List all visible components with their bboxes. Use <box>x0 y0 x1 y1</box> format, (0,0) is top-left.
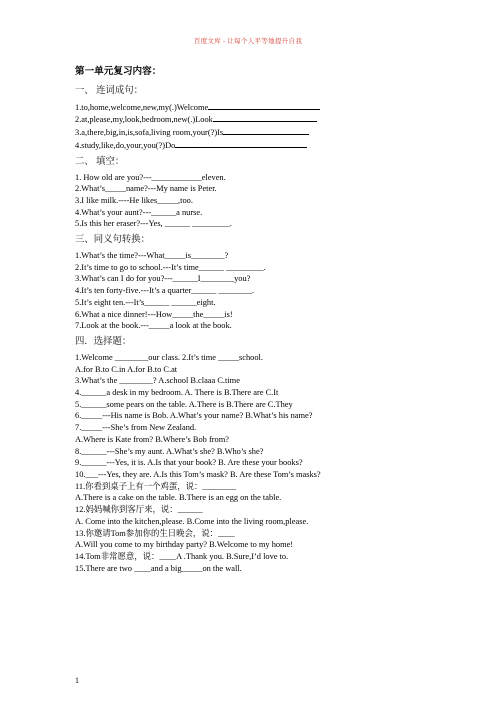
question-line <box>75 481 425 493</box>
question-text: 2.at,please,my,look,bedroom,new(.)Look <box>75 115 213 125</box>
question-text: 5.It’s eight ten.---It’s______ ______eight. <box>75 297 216 307</box>
question-line <box>75 126 425 139</box>
question-line <box>75 504 425 516</box>
section-heading: 三、同义句转换： <box>75 235 151 246</box>
question-text: 1.to,home,welcome,new,my(.)Welcome <box>75 102 209 112</box>
question-text: 2.It’s time to go to school.---It’s time______ _________. <box>75 262 266 272</box>
sections <box>75 85 425 575</box>
question-line <box>75 469 425 481</box>
question-line <box>75 139 425 152</box>
question-text: 3.What’s can I do for you?---______I________you? <box>75 274 251 284</box>
question-text: 4.study,like,do,your,you(?)Do <box>75 140 176 150</box>
question-text: 4.______a desk in my bedroom. A. There is B.There are C.It <box>75 388 279 398</box>
question-text: 15.There are two ____and a big_____on the wall. <box>75 563 242 573</box>
question-line <box>75 410 425 422</box>
question-line <box>75 101 425 114</box>
question-line <box>75 262 425 274</box>
question-line <box>75 285 425 297</box>
question-text: 4.What’s your aunt?---______a nurse. <box>75 207 203 217</box>
question-text: 12.妈妈喊你到客厅来，说：______ <box>75 505 203 515</box>
question-text: 8.______---She’s my aunt. A.What’s she? B.Who’s she? <box>75 446 264 456</box>
question-line <box>75 364 425 376</box>
question-text: A.for B.to C.in A.for B.to C.at <box>75 364 178 374</box>
question-line <box>75 399 425 411</box>
question-line <box>75 551 425 563</box>
question-line <box>75 113 425 126</box>
answer-blank <box>213 113 317 122</box>
question-text: 1.What’s the time?---What_____is________? <box>75 251 229 261</box>
question-line <box>75 309 425 321</box>
question-line <box>75 446 425 458</box>
question-text: 14.Tom非常愿意，说：____A .Thank you. B.Sure,I’d love to. <box>75 551 289 561</box>
section-heading: 一、 连词成句： <box>75 85 143 96</box>
question-line <box>75 516 425 528</box>
question-line <box>75 528 425 540</box>
question-line <box>75 297 425 309</box>
question-text: 5.Is this her eraser?---Yes, ______ _________. <box>75 219 232 229</box>
question-line <box>75 563 425 575</box>
question-text: A.There is a cake on the table. B.There is an egg on the table. <box>75 493 282 503</box>
question-text: 2.What’s_____name?---My name is Peter. <box>75 184 217 194</box>
section-heading: 四．选择题： <box>75 336 132 347</box>
watermark: 百度文库 - 让每个人平等地提升自我 <box>193 38 303 45</box>
question-text: 7.Look at the book.---_____a look at the book. <box>75 321 232 331</box>
question-line <box>75 172 425 184</box>
question-text: 3.I like milk.----He likes_____,too. <box>75 195 193 205</box>
question-text: 5.______some pears on the table. A.There is B.There are C.They <box>75 399 293 409</box>
question-line <box>75 207 425 219</box>
answer-blank <box>223 126 309 135</box>
question-line <box>75 320 425 332</box>
question-text: 7._____---She’s from New Zealand. <box>75 423 197 433</box>
question-text: A.Where is Kate from? B.Where’s Bob from? <box>75 434 229 444</box>
question-line <box>75 195 425 207</box>
question-text: 3.What’s the ________? A.school B.claaa C.time <box>75 376 240 386</box>
question-text: 11.你看到桌子上有一个鸡蛋，说：________ <box>75 481 236 491</box>
question-line <box>75 539 425 551</box>
question-text: A.Will you come to my birthday party? B.Welcome to my home! <box>75 540 294 550</box>
question-text: A. Come into the kitchen,please. B.Come into the living room,please. <box>75 516 309 526</box>
question-line <box>75 422 425 434</box>
question-text: 6.What a nice dinner!---How_____the_____is! <box>75 309 233 319</box>
answer-blank <box>175 139 307 148</box>
question-text: 3.a,there,big,in,is,sofa,living room,your(?)Is <box>75 128 224 138</box>
question-line <box>75 492 425 504</box>
question-line <box>75 352 425 364</box>
section-heading: 二、 填空： <box>75 156 125 167</box>
question-line <box>75 250 425 262</box>
question-text: 1.Welcome ________our class. 2.It’s time _____school. <box>75 352 263 362</box>
question-text: 10.___---Yes, they are. A.Is this Tom’s mask? B. Are these Tom’s masks? <box>75 469 321 479</box>
answer-blank <box>208 101 320 110</box>
page-title: 第一单元复习内容： <box>75 66 162 77</box>
question-line <box>75 183 425 195</box>
question-text: 9.______---Yes, it is. A.Is that your book? B. Are these your books? <box>75 458 303 468</box>
question-line <box>75 218 425 230</box>
question-text: 4.It’s ten forty-five.---It’s a quarter______ ________. <box>75 286 255 296</box>
question-text: 6._____---His name is Bob. A.What’s your name? B.What’s his name? <box>75 411 313 421</box>
question-line <box>75 273 425 285</box>
question-line <box>75 375 425 387</box>
question-line <box>75 387 425 399</box>
question-text: 13.你邀请Tom参加你的生日晚会，说：____ <box>75 528 235 538</box>
document-body <box>75 66 425 574</box>
page-number: 1 <box>75 676 79 685</box>
question-line <box>75 457 425 469</box>
question-text: 1. How old are you?---____________eleven. <box>75 172 226 182</box>
question-line <box>75 434 425 446</box>
